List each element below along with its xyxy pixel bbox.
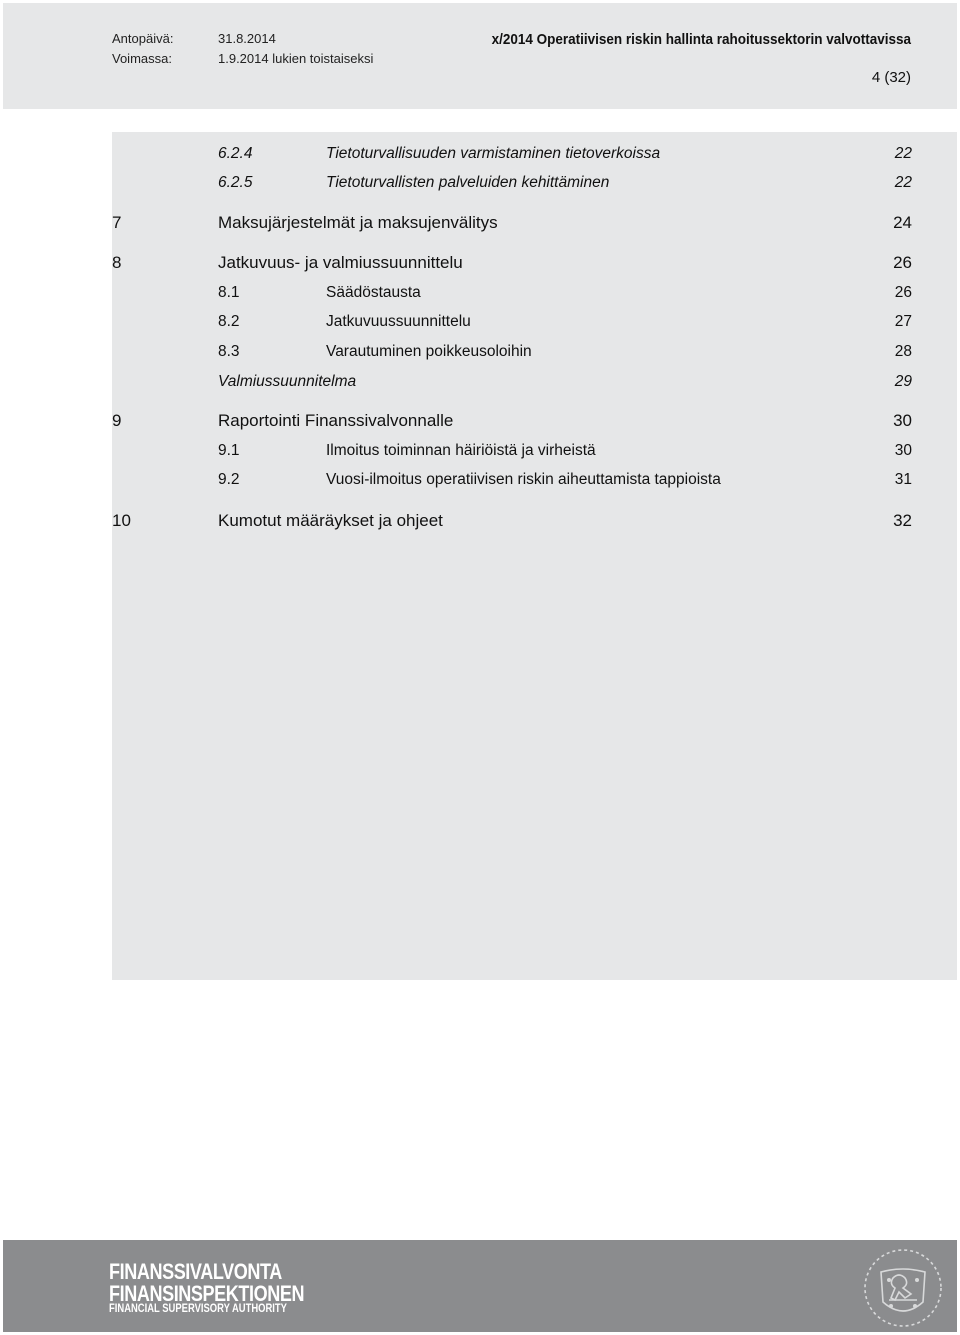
toc-number: 9.1 [218,442,240,459]
toc-entry [112,411,912,435]
toc-entry [112,511,912,535]
page-number: 4 (32) [871,69,911,86]
brand-swedish: FINANSINSPEKTIONEN [109,1281,305,1306]
toc-text: Tietoturvallisuuden varmistaminen tietoverkoissa [326,145,661,162]
toc-entry [112,213,912,237]
toc-number: 9.2 [218,471,240,488]
toc-entry [112,442,912,466]
toc-page: 22 [894,145,912,162]
toc-entry [112,253,912,277]
toc-entry [112,343,912,367]
toc-page: 30 [893,411,912,430]
toc-page: 24 [893,213,912,232]
brand-english: FINANCIAL SUPERVISORY AUTHORITY [109,1303,287,1315]
toc-number: 7 [112,213,122,232]
antopaiva-value: 31.8.2014 [218,31,276,46]
toc-text: Säädöstausta [326,284,421,301]
toc-page: 29 [894,373,912,390]
toc-page: 31 [894,471,912,488]
brand-finnish: FINANSSIVALVONTA [109,1259,282,1284]
toc-text: Jatkuvuus- ja valmiussuunnittelu [218,253,463,272]
toc-page: 27 [894,313,912,330]
voimassa-value: 1.9.2014 lukien toistaiseksi [218,51,374,66]
toc-entry [112,471,912,495]
toc-number: 8.1 [218,284,240,301]
toc-number: 8 [112,253,122,272]
toc-text: Maksujärjestelmät ja maksujenvälitys [218,213,498,232]
toc-text: Vuosi-ilmoitus operatiivisen riskin aiheuttamista tappioista [326,471,721,488]
toc-text: Jatkuvuussuunnittelu [326,313,471,330]
toc-page: 30 [894,442,912,459]
toc-page: 22 [894,174,912,191]
toc-text: Valmiussuunnitelma [218,373,357,390]
page-footer [3,1240,957,1332]
toc-text: Raportointi Finanssivalvonnalle [218,411,454,430]
voimassa-label: Voimassa: [112,51,172,66]
toc-entry [112,145,912,169]
toc-text: Varautuminen poikkeusoloihin [326,343,532,360]
toc-entry [112,373,912,397]
toc-entry [112,313,912,337]
toc-text: Ilmoitus toiminnan häiriöistä ja virheistä [326,442,596,459]
document-header [3,3,957,109]
toc-number: 10 [112,511,131,530]
lion-coat-of-arms-icon [859,1242,947,1330]
toc-number: 6.2.5 [218,174,253,191]
toc-page: 28 [894,343,912,360]
toc-number: 9 [112,411,122,430]
toc-number: 6.2.4 [218,145,253,162]
toc-page: 26 [893,253,912,272]
toc-number: 8.3 [218,343,240,360]
toc-page: 32 [893,511,912,530]
toc-page: 26 [894,284,912,301]
toc-text: Kumotut määräykset ja ohjeet [218,511,443,530]
toc-text: Tietoturvallisten palveluiden kehittäminen [326,174,610,191]
document-title: x/2014 Operatiivisen riskin hallinta rahoitussektorin valvottavissa [491,31,911,48]
antopaiva-label: Antopäivä: [112,31,174,46]
toc-entry [112,284,912,308]
toc-entry [112,174,912,198]
toc-number: 8.2 [218,313,240,330]
